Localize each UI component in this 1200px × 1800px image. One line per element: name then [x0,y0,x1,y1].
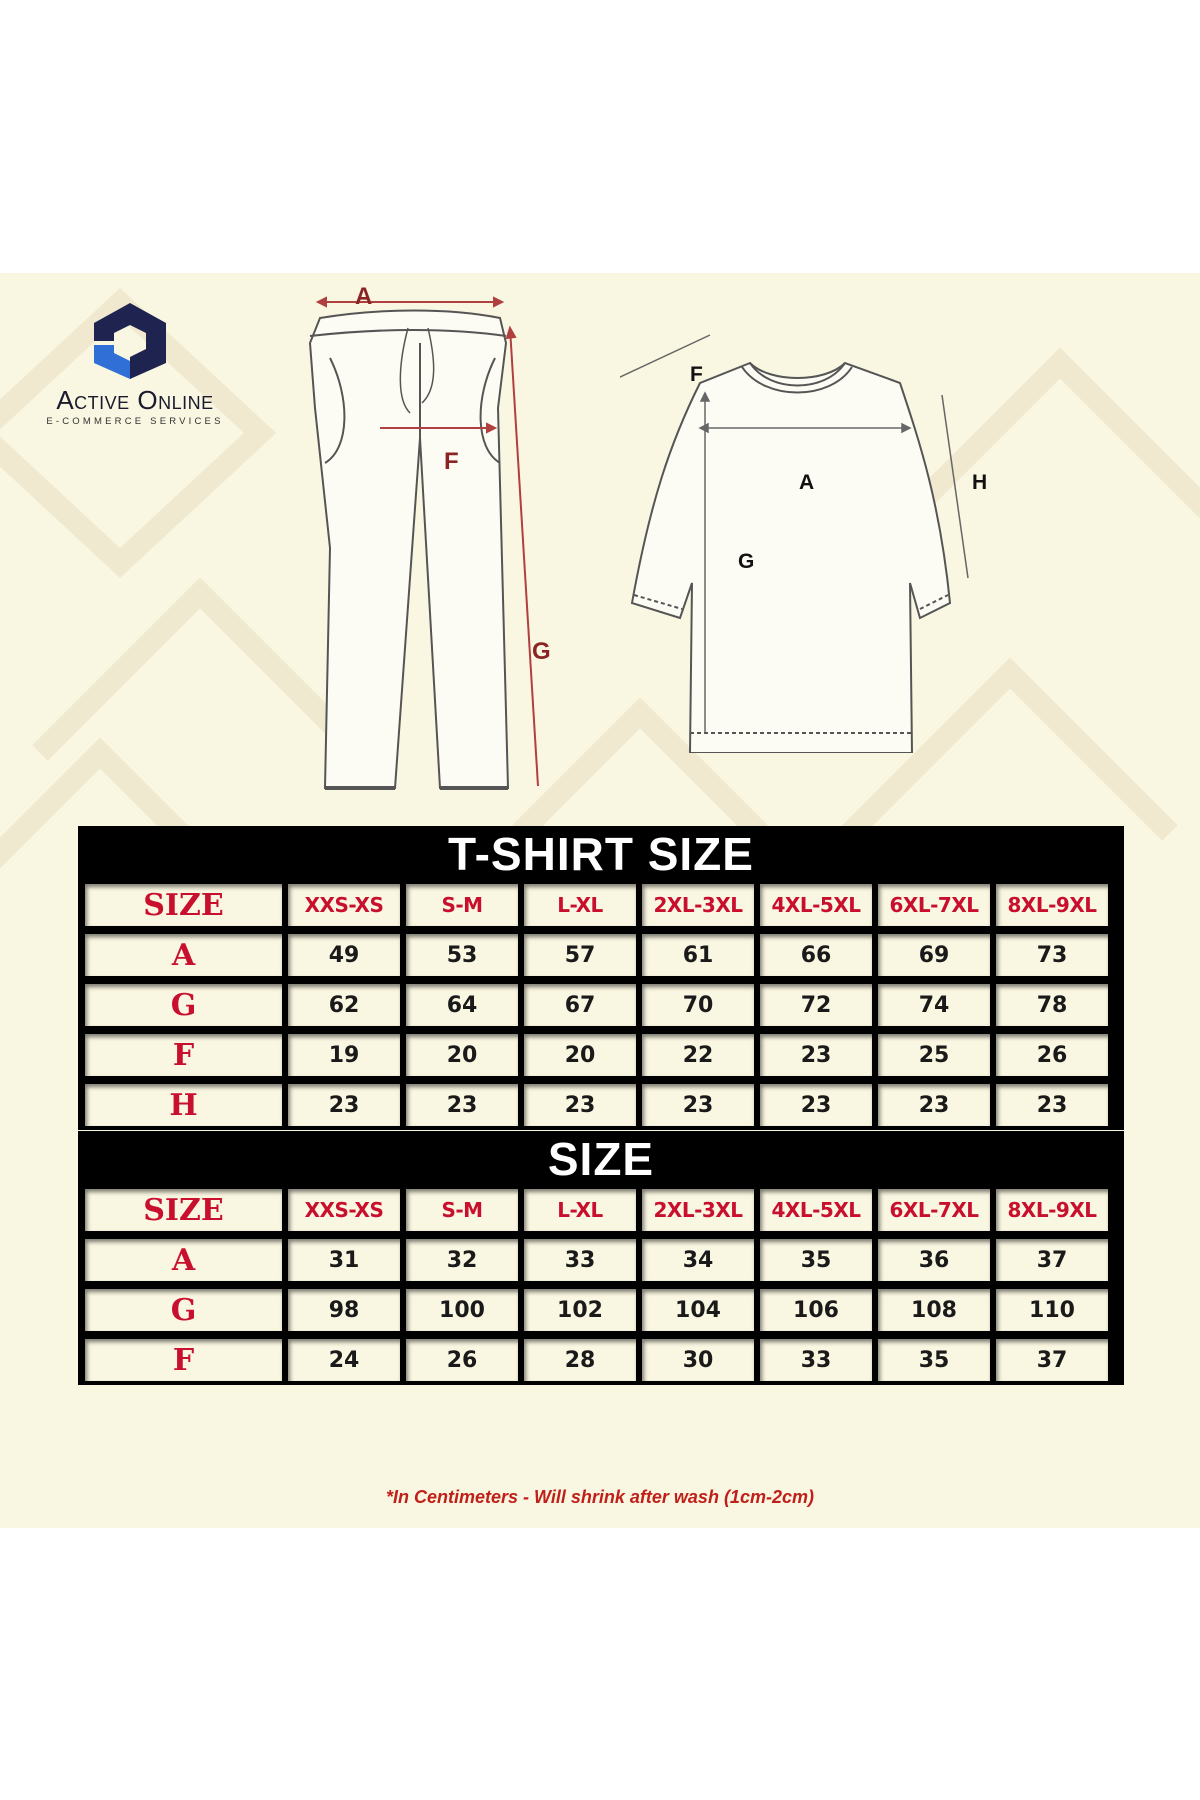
size-chart-panel [0,273,1200,1528]
table-cell: 74 [878,984,990,1026]
size-column-header: 4XL-5XL [760,1189,872,1231]
size-header-label: SIZE [85,884,282,926]
table-cell: 102 [524,1289,636,1331]
table-cell: 23 [524,1084,636,1126]
size-header-label: SIZE [85,1189,282,1231]
table-cell: 64 [406,984,518,1026]
brand-logo [30,301,240,427]
tshirt-label-f: F [690,363,703,386]
size-column-header: 6XL-7XL [878,1189,990,1231]
table-row [78,1235,1124,1285]
measurement-label: A [85,1239,282,1281]
size-column-header: 8XL-9XL [996,1189,1108,1231]
table-cell: 73 [996,934,1108,976]
table-cell: 36 [878,1239,990,1281]
table-cell: 23 [288,1084,400,1126]
table-cell: 98 [288,1289,400,1331]
size-column-header: XXS-XS [288,1189,400,1231]
table-row [78,980,1124,1030]
table-cell: 57 [524,934,636,976]
table-row [78,1335,1124,1385]
size-column-header: 2XL-3XL [642,1189,754,1231]
table-cell: 20 [406,1034,518,1076]
table-cell: 33 [524,1239,636,1281]
table-cell: 70 [642,984,754,1026]
pants-label-a: A [355,283,373,310]
table-cell: 24 [288,1339,400,1381]
table-cell: 32 [406,1239,518,1281]
table-cell: 23 [996,1084,1108,1126]
measurement-label: G [85,1289,282,1331]
size-column-header: L-XL [524,1189,636,1231]
table-cell: 78 [996,984,1108,1026]
size-column-header: XXS-XS [288,884,400,926]
tshirt-label-a: A [799,471,815,494]
pants-label-f: F [444,448,459,475]
size-column-header: S-M [406,884,518,926]
table-row [78,1030,1124,1080]
table-row [78,930,1124,980]
table-cell: 62 [288,984,400,1026]
table-row [78,1080,1124,1130]
pants-size-table [78,1131,1124,1385]
table-cell: 72 [760,984,872,1026]
table-cell: 37 [996,1239,1108,1281]
table-cell: 104 [642,1289,754,1331]
table-cell: 106 [760,1289,872,1331]
table-cell: 108 [878,1289,990,1331]
table-title: SIZE [547,1133,655,1185]
table-cell: 26 [406,1339,518,1381]
tshirt-diagram [620,333,1000,753]
table-cell: 28 [524,1339,636,1381]
pants-diagram [270,288,570,808]
brand-tagline: E-COMMERCE SERVICES [46,416,224,427]
table-cell: 53 [406,934,518,976]
table-cell: 31 [288,1239,400,1281]
table-cell: 35 [878,1339,990,1381]
table-cell: 23 [760,1084,872,1126]
table-cell: 61 [642,934,754,976]
table-cell: 35 [760,1239,872,1281]
table-cell: 110 [996,1289,1108,1331]
table-cell: 22 [642,1034,754,1076]
table-cell: 23 [406,1084,518,1126]
table-cell: 26 [996,1034,1108,1076]
table-cell: 66 [760,934,872,976]
tshirt-label-h: H [972,471,988,494]
size-column-header: 2XL-3XL [642,884,754,926]
size-column-header: L-XL [524,884,636,926]
logo-hexagon-icon [90,301,170,381]
brand-name: Active Online [56,385,214,415]
table-cell: 30 [642,1339,754,1381]
table-cell: 37 [996,1339,1108,1381]
table-cell: 33 [760,1339,872,1381]
measurement-footnote: *In Centimeters - Will shrink after wash (1cm-2cm) [386,1487,814,1507]
table-cell: 34 [642,1239,754,1281]
table-cell: 49 [288,934,400,976]
table-cell: 23 [878,1084,990,1126]
tshirt-size-table [78,826,1124,1130]
table-cell: 69 [878,934,990,976]
size-column-header: S-M [406,1189,518,1231]
size-column-header: 4XL-5XL [760,884,872,926]
size-column-header: 8XL-9XL [996,884,1108,926]
measurement-label: F [85,1339,282,1381]
header-row [78,1185,1124,1235]
table-cell: 100 [406,1289,518,1331]
table-cell: 67 [524,984,636,1026]
header-row [78,880,1124,930]
table-cell: 20 [524,1034,636,1076]
measurement-label: F [85,1034,282,1076]
table-cell: 23 [642,1084,754,1126]
measurement-label: G [85,984,282,1026]
table-cell: 25 [878,1034,990,1076]
size-column-header: 6XL-7XL [878,884,990,926]
measurement-label: H [85,1084,282,1126]
table-cell: 19 [288,1034,400,1076]
table-title: T-SHIRT SIZE [448,828,754,880]
table-row [78,1285,1124,1335]
table-cell: 23 [760,1034,872,1076]
tshirt-label-g: G [738,550,755,573]
pants-label-g: G [532,638,551,665]
measurement-label: A [85,934,282,976]
